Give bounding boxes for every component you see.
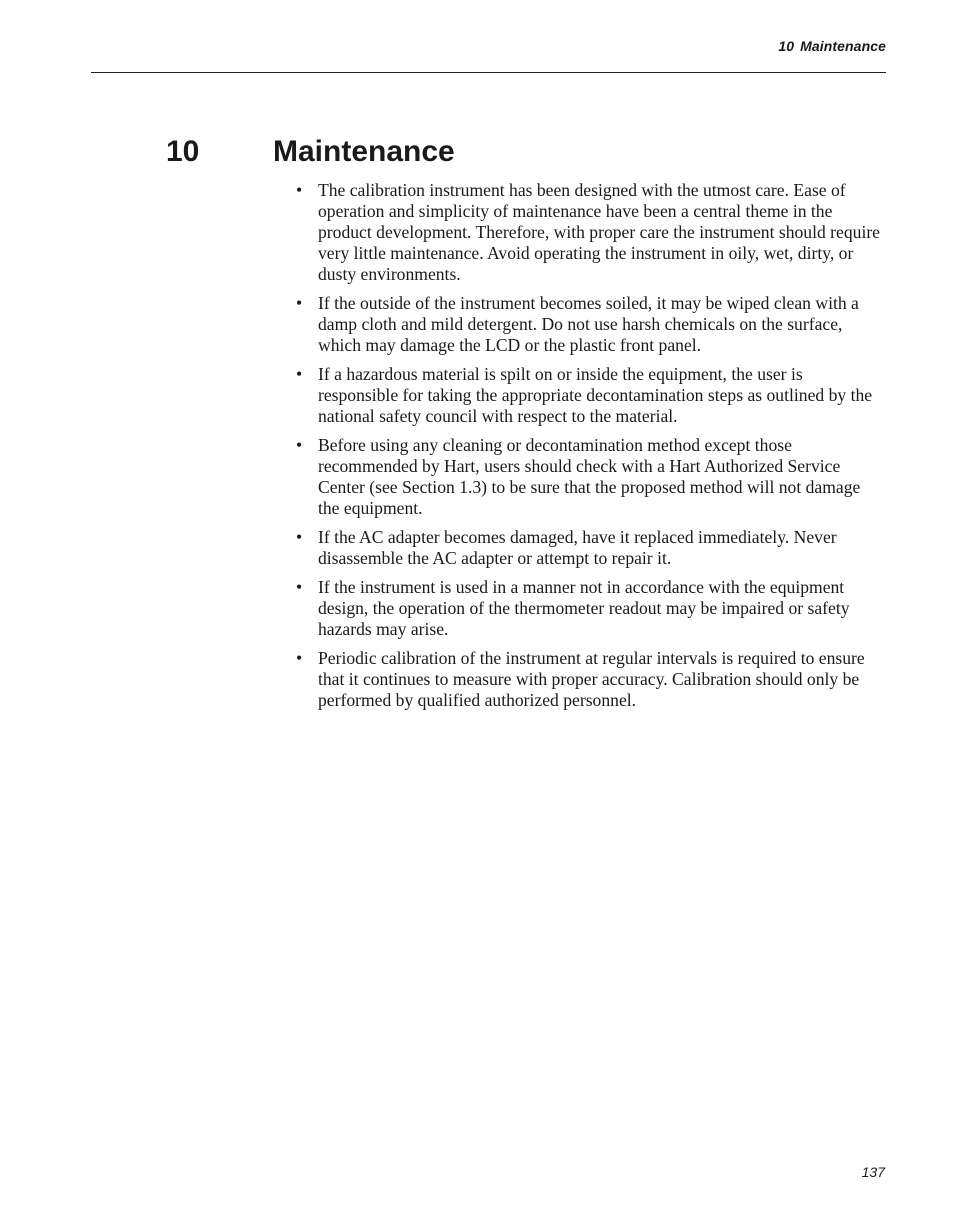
bullet-item bbox=[296, 527, 880, 569]
bullet-text: If the instrument is used in a manner not in accordance with the equipment design, the operation of the thermometer readout may be impaired or safety hazards may arise. bbox=[318, 577, 850, 639]
bullet-icon: • bbox=[296, 180, 303, 200]
bullet-text: If the AC adapter becomes damaged, have it replaced immediately. Never disassemble the AC adapter or attempt to repair it. bbox=[318, 527, 837, 568]
running-header: 10 Maintenance bbox=[778, 38, 886, 54]
bullet-text: Periodic calibration of the instrument at regular intervals is required to ensure that it continues to measure with proper accuracy. Calibration should only be performed by qualified authorized personnel. bbox=[318, 648, 865, 710]
bullet-text: If the outside of the instrument becomes soiled, it may be wiped clean with a damp cloth and mild detergent. Do not use harsh chemicals on the surface, which may damage the LCD or the plastic front panel. bbox=[318, 293, 859, 355]
maintenance-bullet-list bbox=[296, 180, 880, 719]
bullet-icon: • bbox=[296, 364, 303, 384]
bullet-text: If a hazardous material is spilt on or inside the equipment, the user is responsible for taking the appropriate decontamination steps as outlined by the national safety council with respect to the material. bbox=[318, 364, 873, 426]
bullet-item bbox=[296, 648, 880, 711]
bullet-text: Before using any cleaning or decontamination method except those recommended by Hart, users should check with a Hart Authorized Service Center (see Section 1.3) to be sure that the proposed method will not damage the equipment. bbox=[318, 435, 861, 518]
chapter-number: 10 bbox=[166, 135, 200, 169]
bullet-icon: • bbox=[296, 577, 303, 597]
bullet-item bbox=[296, 435, 880, 519]
bullet-text: The calibration instrument has been designed with the utmost care. Ease of operation and simplicity of maintenance have been a central theme in the product development. Therefore, with proper care the instrument should require very little maintenance. Avoid operating the instrument in oily, wet, dirty, or dusty environments. bbox=[318, 180, 880, 284]
bullet-icon: • bbox=[296, 527, 303, 547]
chapter-heading bbox=[166, 134, 455, 170]
header-rule bbox=[91, 72, 886, 73]
bullet-item bbox=[296, 577, 880, 640]
bullet-item bbox=[296, 180, 880, 285]
chapter-title: Maintenance bbox=[273, 135, 455, 169]
bullet-item bbox=[296, 364, 880, 427]
bullet-icon: • bbox=[296, 648, 303, 668]
page-number: 137 bbox=[861, 1164, 885, 1180]
bullet-icon: • bbox=[296, 293, 303, 313]
bullet-icon: • bbox=[296, 435, 303, 455]
bullet-item bbox=[296, 293, 880, 356]
